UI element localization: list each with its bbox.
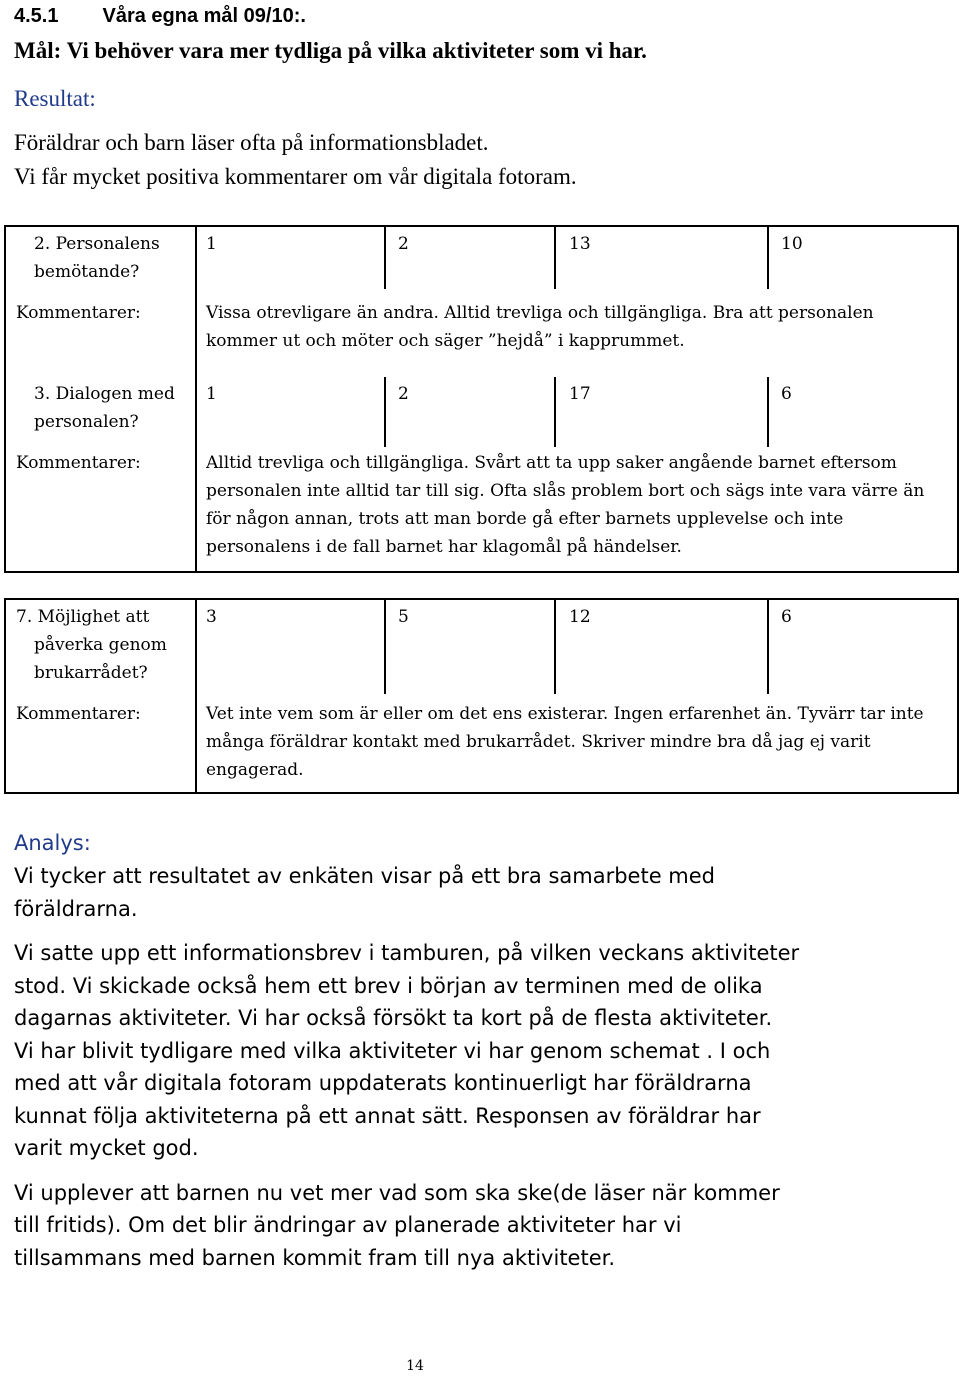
analys-line: till fritids). Om det blir ändringar av planerade aktiviteter har vi bbox=[14, 1213, 682, 1237]
column-divider bbox=[195, 227, 197, 571]
question-label: brukarrådet? bbox=[34, 663, 148, 683]
cell-border bbox=[767, 600, 769, 694]
analys-line: Vi tycker att resultatet av enkäten visar på ett bra samarbete med bbox=[14, 864, 715, 888]
comment-line: för någon annan, trots att man borde gå efter barnets upplevelse och inte bbox=[206, 509, 844, 529]
count-cell: 3 bbox=[206, 607, 217, 627]
count-cell: 2 bbox=[398, 384, 409, 404]
comment-line: kommer ut och möter och säger ”hejdå” i kapprummet. bbox=[206, 331, 685, 351]
analys-line: tillsammans med barnen kommit fram till nya aktiviteter. bbox=[14, 1246, 616, 1270]
cell-border bbox=[767, 377, 769, 447]
cell-border bbox=[554, 227, 556, 289]
section-heading bbox=[14, 2, 306, 30]
question-label: påverka genom bbox=[34, 635, 167, 655]
cell-border bbox=[384, 600, 386, 694]
comment-line: Vissa otrevligare än andra. Alltid trevliga och tillgängliga. Bra att personalen bbox=[206, 303, 874, 323]
count-cell: 2 bbox=[398, 234, 409, 254]
analys-line: med att vår digitala fotoram uppdaterats kontinuerligt har föräldrarna bbox=[14, 1071, 752, 1095]
count-cell: 5 bbox=[398, 607, 409, 627]
goal-statement: Mål: Vi behöver vara mer tydliga på vilka aktiviteter som vi har. bbox=[14, 38, 647, 63]
survey-table-1 bbox=[4, 225, 959, 573]
cell-border bbox=[554, 377, 556, 447]
comment-line: personalen inte alltid tar till sig. Ofta slås problem bort och sägs inte vara värre än bbox=[206, 481, 925, 501]
page-number: 14 bbox=[406, 1358, 424, 1374]
question-label: 2. Personalens bbox=[34, 234, 160, 254]
question-label: 7. Möjlighet att bbox=[16, 607, 150, 627]
comment-line: personalens i de fall barnet har klagomål på händelser. bbox=[206, 537, 682, 557]
comment-line: många föräldrar kontakt med brukarrådet. Skriver mindre bra då jag ej varit bbox=[206, 732, 871, 752]
analys-line: Vi har blivit tydligare med vilka aktiviteter vi har genom schemat . I och bbox=[14, 1039, 771, 1063]
count-cell: 1 bbox=[206, 384, 217, 404]
analys-line: föräldrarna. bbox=[14, 897, 138, 921]
count-cell: 13 bbox=[569, 234, 591, 254]
count-cell: 6 bbox=[781, 607, 792, 627]
question-label: personalen? bbox=[34, 412, 139, 432]
analys-line: Vi satte upp ett informationsbrev i tamburen, på vilken veckans aktiviteter bbox=[14, 941, 800, 965]
analys-line: dagarnas aktiviteter. Vi har också försökt ta kort på de flesta aktiviteter. bbox=[14, 1006, 773, 1030]
analys-line: Vi upplever att barnen nu vet mer vad som ska ske(de läser när kommer bbox=[14, 1181, 780, 1205]
cell-border bbox=[554, 600, 556, 694]
comment-label: Kommentarer: bbox=[16, 453, 141, 473]
count-cell: 1 bbox=[206, 234, 217, 254]
survey-table-2 bbox=[4, 598, 959, 794]
resultat-line: Föräldrar och barn läser ofta på informationsbladet. bbox=[14, 130, 489, 155]
question-label: 3. Dialogen med bbox=[34, 384, 175, 404]
resultat-heading: Resultat: bbox=[14, 86, 96, 111]
section-number: 4.5.1 bbox=[14, 5, 59, 27]
comment-label: Kommentarer: bbox=[16, 704, 141, 724]
column-divider bbox=[195, 600, 197, 792]
comment-line: Alltid trevliga och tillgängliga. Svårt att ta upp saker angående barnet eftersom bbox=[206, 453, 897, 473]
count-cell: 6 bbox=[781, 384, 792, 404]
analys-heading: Analys: bbox=[14, 831, 91, 855]
analys-line: kunnat följa aktiviteterna på ett annat sätt. Responsen av föräldrar har bbox=[14, 1104, 761, 1128]
section-title: Våra egna mål 09/10:. bbox=[102, 5, 306, 27]
comment-line: engagerad. bbox=[206, 760, 304, 780]
analys-line: stod. Vi skickade också hem ett brev i början av terminen med de olika bbox=[14, 974, 763, 998]
count-cell: 10 bbox=[781, 234, 803, 254]
comment-line: Vet inte vem som är eller om det ens existerar. Ingen erfarenhet än. Tyvärr tar inte bbox=[206, 704, 924, 724]
analys-line: varit mycket god. bbox=[14, 1136, 199, 1160]
cell-border bbox=[384, 377, 386, 447]
cell-border bbox=[384, 227, 386, 289]
count-cell: 12 bbox=[569, 607, 591, 627]
resultat-line: Vi får mycket positiva kommentarer om vår digitala fotoram. bbox=[14, 164, 577, 189]
question-label: bemötande? bbox=[34, 262, 140, 282]
count-cell: 17 bbox=[569, 384, 591, 404]
cell-border bbox=[767, 227, 769, 289]
comment-label: Kommentarer: bbox=[16, 303, 141, 323]
